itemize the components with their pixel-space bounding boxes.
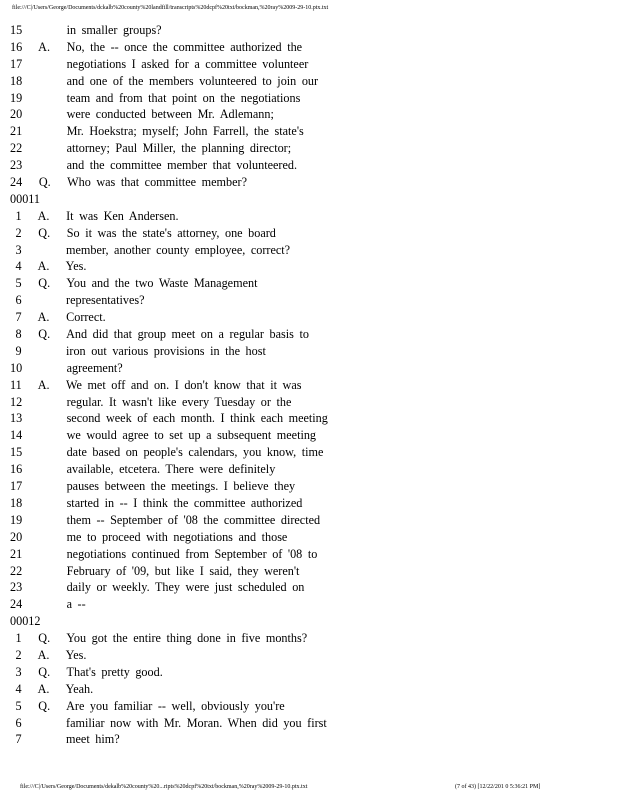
transcript-line: 5 Q. You and the two Waste Management (10, 276, 258, 291)
transcript-line: 7 A. Correct. (10, 310, 106, 325)
transcript-line: 23 daily or weekly. They were just scheduled on (10, 580, 305, 595)
transcript-line: 3 Q. That's pretty good. (10, 664, 163, 679)
transcript-line: 4 A. Yes. (10, 259, 87, 274)
transcript-line: 13 second week of each month. I think each meeting (10, 411, 328, 426)
transcript-line: 17 pauses between the meetings. I believe they (10, 479, 296, 494)
transcript-line: 24 Q. Who was that committee member? (10, 175, 247, 190)
transcript-line: 7 meet him? (10, 732, 120, 747)
transcript-line: 16 A. No, the -- once the committee authorized the (10, 39, 303, 54)
transcript-line: 20 me to proceed with negotiations and those (10, 529, 288, 544)
transcript-line: 10 agreement? (10, 360, 123, 375)
transcript-line: 18 and one of the members volunteered to join our (10, 73, 319, 88)
transcript-body (10, 22, 610, 748)
transcript-line: 22 attorney; Paul Miller, the planning director; (10, 141, 292, 156)
transcript-line: 18 started in -- I think the committee authorized (10, 495, 303, 510)
transcript-line: 15 in smaller groups? (10, 23, 162, 37)
transcript-line: 6 familiar now with Mr. Moran. When did you first (10, 715, 327, 730)
file-path-footer: file:///C|/Users/George/Documents/dekalb%20county%20...ripts%20dcpf%20txt/bockman,%20ray%2009-29-10.ptx.txt (20, 784, 308, 790)
transcript-line: 3 member, another county employee, correct? (10, 242, 291, 257)
transcript-line: 24 a -- (10, 597, 86, 612)
transcript-line: 4 A. Yeah. (10, 681, 94, 696)
page-number-marker: 00011 (10, 191, 41, 206)
transcript-line: 5 Q. Are you familiar -- well, obviously you're (10, 698, 285, 713)
transcript-line: 12 regular. It wasn't like every Tuesday or the (10, 394, 292, 409)
transcript-line: 11 A. We met off and on. I don't know that it was (10, 377, 302, 392)
transcript-line: 17 negotiations I asked for a committee volunteer (10, 56, 309, 71)
transcript-line: 20 were conducted between Mr. Adlemann; (10, 107, 274, 122)
transcript-line: 23 and the committee member that volunteered. (10, 158, 298, 173)
transcript-line: 22 February of '09, but like I said, they weren't (10, 563, 300, 578)
transcript-line: 19 them -- September of '08 the committee directed (10, 512, 321, 527)
transcript-line: 21 negotiations continued from September of '08 to (10, 546, 318, 561)
transcript-line: 6 representatives? (10, 293, 145, 308)
page-info-footer: (7 of 43) [12/22/201 0 5:36:21 PM] (455, 784, 541, 790)
transcript-line: 15 date based on people's calendars, you know, time (10, 445, 324, 460)
file-path-header: file:///C|/Users/George/Documents/dckalb%20county%20landfill/transcripts%20dcpf%20txt/bockman,%20ray%2009-29-10.ptx.txt (12, 5, 329, 11)
transcript-line: 2 A. Yes. (10, 647, 87, 662)
transcript-line: 1 Q. You got the entire thing done in five months? (10, 631, 308, 646)
transcript-line: 9 iron out various provisions in the host (10, 343, 266, 358)
transcript-line: 19 team and from that point on the negotiations (10, 90, 301, 105)
page-number-marker: 00012 (10, 614, 41, 629)
transcript-line: 8 Q. And did that group meet on a regular basis to (10, 327, 309, 342)
transcript-line: 2 Q. So it was the state's attorney, one board (10, 225, 276, 240)
transcript-line: 21 Mr. Hoekstra; myself; John Farrell, the state's (10, 124, 304, 139)
transcript-line: 16 available, etcetera. There were definitely (10, 462, 276, 477)
transcript-line: 14 we would agree to set up a subsequent meeting (10, 428, 317, 443)
transcript-line: 1 A. It was Ken Andersen. (10, 208, 179, 223)
